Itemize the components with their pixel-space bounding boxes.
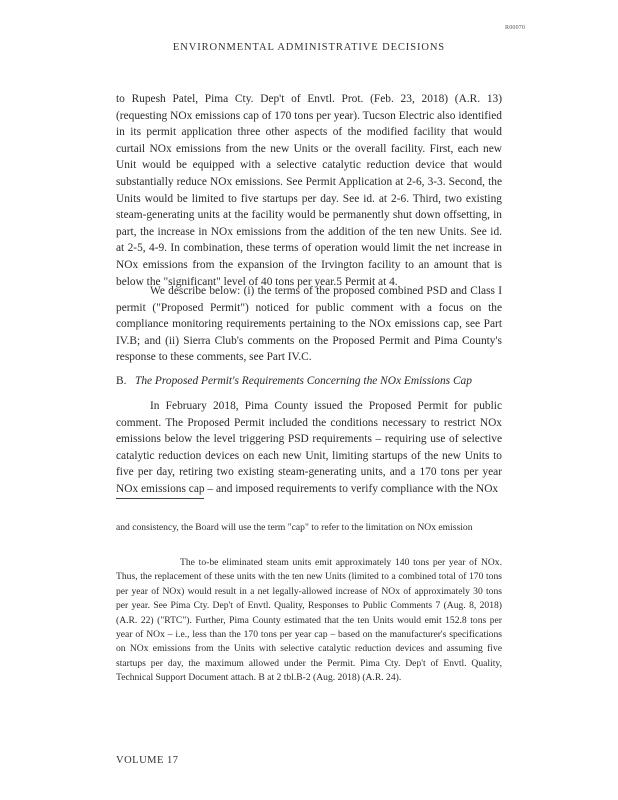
paragraph-2-body: We describe below: (i) the terms of the proposed combined PSD and Class I permit ("Proposed Permit") noticed for public comment with a focus on the compliance monitoring requirements pertaining to the NOx emissions cap, see Part IV.B; and (ii) Sierra Club's comments on the Proposed Permit and Pima County's response to these comments, see Part IV.C. bbox=[116, 285, 502, 364]
paragraph-3-text bbox=[116, 398, 502, 498]
footnote-continued bbox=[116, 521, 502, 535]
section-label: B. bbox=[116, 375, 127, 387]
page-number: R00070 bbox=[505, 25, 526, 31]
footnote-5 bbox=[116, 556, 502, 686]
paragraph-3-body: In February 2018, Pima County issued the Proposed Permit for public comment. The Proposed Permit included the conditions necessary to restrict NOx emissions below the level triggering PSD requirements – requiring use of selective catalytic reduction devices on each new Unit, limiting startups of the new Units to five per day, retiring two existing steam-generating units, and a 170 tons per year NOx emissions cap – and imposed requirements to verify compliance with the NOx bbox=[116, 400, 502, 495]
footnote-5-body: The to-be eliminated steam units emit approximately 140 tons per year of NOx. Thus, the replacement of these units with the ten new Units (limited to a combined total of 170 tons per year of NOx) would result in a net legally-allowed increase of NOx of approximately 30 tons per year. See Pima Cty. Dep't of Envtl. Quality, Responses to Public Comments 7 (Aug. 8, 2018) (A.R. 22) ("RTC"). Further, Pima County estimated that the ten Units would emit 152.8 tons per year of NOx – i.e., less than the 170 tons per year cap – based on the manufacturer's specifications on NOx emissions from the Units with selective catalytic reduction devices and assuming five startups per day, the maximum allowed under the Permit. Pima Cty. Dep't of Envtl. Quality, Technical Support Document attach. B at 2 tbl.B-2 (Aug. 2018) (A.R. 24). bbox=[116, 557, 502, 684]
section-heading bbox=[116, 373, 502, 390]
paragraph-2 bbox=[116, 283, 502, 366]
footnote-5-text bbox=[116, 556, 502, 686]
paragraph-2-text bbox=[116, 283, 502, 366]
footnote-continued-text: and consistency, the Board will use the term "cap" to refer to the limitation on NOx emission bbox=[116, 522, 473, 533]
footnote-separator bbox=[116, 498, 204, 499]
running-header: ENVIRONMENTAL ADMINISTRATIVE DECISIONS bbox=[172, 42, 446, 53]
paragraph-1 bbox=[116, 91, 502, 290]
section-title: The Proposed Permit's Requirements Concerning the NOx Emissions Cap bbox=[135, 375, 472, 387]
paragraph-3 bbox=[116, 398, 502, 498]
paragraph-1-text: to Rupesh Patel, Pima Cty. Dep't of Envtl. Prot. (Feb. 23, 2018) (A.R. 13) (requesting NOx emissions cap of 170 tons per year). Tucson Electric also identified in its permit application three other aspects of the modified facility that would curtail NOx emissions from the new Units or the overall facility. First, each new Unit would be equipped with a selective catalytic reduction device that would substantially reduce NOx emissions. See Permit Application at 2-6, 3-3. Second, the Units would be limited to five startups per day. See id. at 2-6. Third, two existing steam-generating units at the facility would be permanently shut down offsetting, in part, the increase in NOx emissions from the addition of the ten new Units. See id. at 2-5, 4-9. In combination, these terms of operation would limit the net increase in NOx emissions from the expansion of the Irvington facility to an amount that is below the "significant" level of 40 tons per year.5 Permit at 4. bbox=[116, 93, 502, 288]
volume-footer: VOLUME 17 bbox=[116, 755, 179, 766]
